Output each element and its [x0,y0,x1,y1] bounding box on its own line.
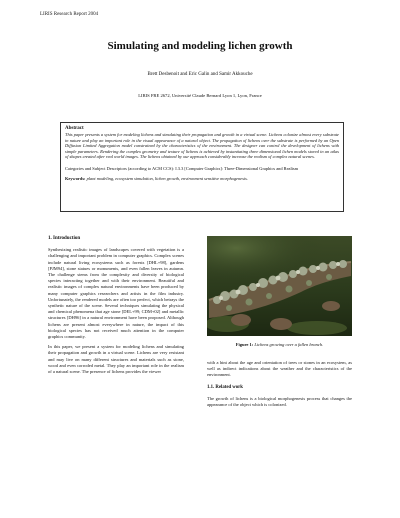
categories: Categories and Subject Descriptors (according to ACM CCS): I.3.3 [Computer Graphics]: Three-Dimensional Graphics and Realism [65,165,299,171]
figure-label: Figure 1: [235,342,254,347]
related-work-heading: 1.1. Related work [207,384,243,390]
intro-heading: 1. Introduction [48,236,81,241]
authors: Brett Desbenoit and Eric Galin and Samir Akkouche [147,72,253,77]
right-paragraph-1: with a hint about the age and orientation of trees or stones in an ecosystem, as well as indirect indications about the weather and the characteristics of the environment. [207,360,352,378]
figure-caption [207,342,352,347]
intro-paragraph-1: Synthesizing realistic images of landscapes covered with vegetation is a challenging and important problem in computer graphics. Complex scenes include natural living ecosystems such as forests [DHL+98], gardens [PJM94], stone statues or monuments, and even fallen leaves in autumn. The challenge stems from the complexity and diversity of biological species interacting together and with their environment. Beautiful and realistic images of complex natural environments have been produced by many computer graphics researchers and artists in the film industry. Unfortunately, the rendered models are often too perfect, which betrays the synthetic nature of the scene. Several techniques simulating the physical and chemical phenomena that age stone [DEL+99; CDM+02] and metallic structures [DH96] in a natural environment have been proposed. Although lichens are present almost everywhere in nature, the impact of this biological species has not received much attention in the computer graphics community. [48,247,184,340]
paper-title: Simulating and modeling lichen growth [107,40,293,52]
keywords [65,176,339,182]
related-work-paragraph: The growth of lichens is a biological morphogenesis process that changes the appearance of the object which is colonized. [207,395,352,408]
intro-paragraph-2: In this paper, we present a system for modeling lichens and simulating their propagation and growth in a virtual scene. Lichens are very resistant and may live on many different structures and materials such as stone, wood and even corroded metal. They play an important role in the realism of a natural scene. The presence of lichens provides the viewer [48,344,184,375]
left-column [48,236,184,379]
figure-lichen-branch [207,236,352,336]
affiliation: LIRIS FRE 2672, Université Claude Bernard Lyon 1, Lyon, France [138,93,262,98]
keywords-label: Keywords: [65,175,86,181]
figure-caption-text: Lichens growing over a fallen branch. [254,342,324,347]
abstract-heading: Abstract [65,126,84,131]
abstract-box [60,122,344,212]
running-header: LIRIS Research Report 2004 [40,12,99,17]
keywords-text: plant modeling, ecosystem simulation, lichen growth, environment sensitive morphogenesis. [86,175,248,181]
abstract-text: This paper presents a system for modeling lichens and simulating their propagation and growth in a virtual scene. Lichens colonize almost every substrate in nature and play an important role in the visual appearance of a natural object. The propagation of lichens over the substrate is performed by an Open Diffusion Limited Aggregation model constrained by the characteristics of the environment. The designer can control the development of lichens with simple parameters. Rendering the complex geometry and texture of lichens is achieved by instantiating three dimensional lichen models stored in an atlas of shapes created after real world images. The lichens obtained by our approach considerably increase the realism of complex natural scenes. [65,132,339,160]
right-column [207,360,352,412]
lichen-branch-image [207,236,352,336]
